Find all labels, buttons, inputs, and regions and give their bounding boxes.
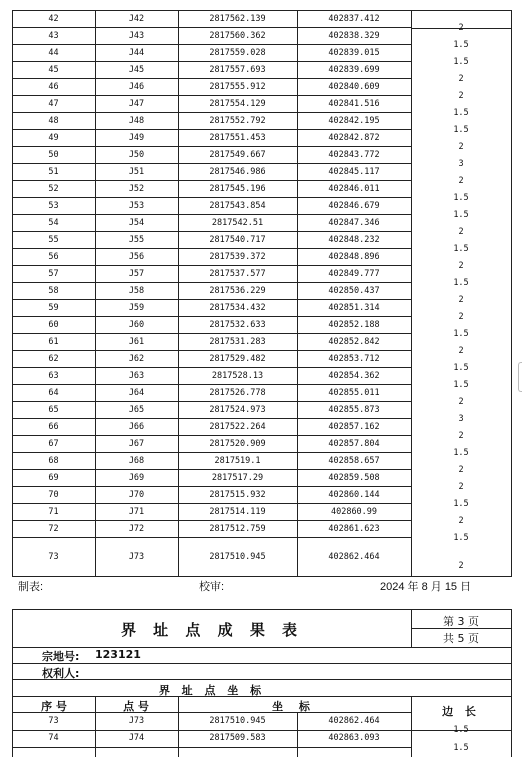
- edge-length: 2: [458, 23, 464, 33]
- row-seq: 44: [48, 48, 59, 58]
- row-point: J66: [128, 422, 145, 432]
- row-point: J45: [128, 65, 145, 75]
- row-point: J60: [128, 320, 145, 330]
- column-seq-header: 序 号: [41, 700, 67, 713]
- grid-line: [12, 333, 411, 334]
- edge-length: 1.5: [453, 40, 469, 50]
- row-seq: 71: [48, 507, 59, 517]
- grid-line: [12, 180, 411, 181]
- row-x: 2817542.51: [211, 218, 264, 228]
- row-seq: 47: [48, 99, 59, 109]
- row-y: 402860.144: [328, 490, 380, 500]
- grid-line: [12, 282, 411, 283]
- row-x: 2817528.13: [211, 371, 264, 381]
- row-point: J70: [128, 490, 145, 500]
- grid-line: [12, 316, 411, 317]
- row-point: J53: [128, 201, 145, 211]
- grid-line: [12, 747, 411, 748]
- row-y: 402846.011: [328, 184, 380, 194]
- row-y: 402849.777: [328, 269, 380, 279]
- row-seq: 43: [48, 31, 59, 41]
- row-x: 2817522.264: [209, 422, 266, 432]
- row-point: J73: [128, 552, 145, 562]
- page-number: 第 3 页: [443, 615, 479, 628]
- grid-line: [12, 647, 512, 648]
- edge-length: 1.5: [453, 448, 469, 458]
- row-x: 2817554.129: [209, 99, 266, 109]
- row-seq: 54: [48, 218, 59, 228]
- row-point: J63: [128, 371, 145, 381]
- grid-line: [12, 78, 411, 79]
- row-x: 2817536.229: [209, 286, 266, 296]
- parcel-number: 123121: [95, 648, 141, 661]
- row-x: 2817552.792: [209, 116, 266, 126]
- row-seq: 73: [48, 552, 59, 562]
- row-x: 2817514.119: [209, 507, 266, 517]
- edge-length: 1.5: [453, 193, 469, 203]
- grid-line: [12, 418, 411, 419]
- grid-line: [12, 663, 512, 664]
- scroll-handle[interactable]: [518, 362, 522, 392]
- row-y: 402857.804: [328, 439, 380, 449]
- row-seq: 63: [48, 371, 59, 381]
- grid-line: [12, 61, 411, 62]
- row-y: 402854.362: [328, 371, 380, 381]
- row-seq: 46: [48, 82, 59, 92]
- grid-line: [12, 576, 512, 577]
- page-total: 共 5 页: [443, 632, 479, 645]
- grid-line: [12, 27, 411, 28]
- row-seq: 56: [48, 252, 59, 262]
- row-y: 402862.464: [328, 716, 380, 726]
- edge-length: 2: [458, 91, 464, 101]
- row-point: J42: [128, 14, 145, 24]
- row-y: 402846.679: [328, 201, 380, 211]
- grid-line: [12, 214, 411, 215]
- row-y: 402843.772: [328, 150, 380, 160]
- row-y: 402842.195: [328, 116, 380, 126]
- edge-length: 3: [458, 159, 464, 169]
- row-x: 2817546.986: [209, 167, 266, 177]
- parcel-label: 宗地号:: [42, 650, 80, 663]
- edge-length: 1.5: [453, 380, 469, 390]
- report-date: 2024 年 8 月 15 日: [380, 581, 472, 593]
- row-point: J73: [128, 716, 145, 726]
- grid-line: [12, 10, 512, 11]
- row-x: 2817509.583: [209, 733, 266, 743]
- checker-label: 校审:: [199, 581, 225, 593]
- row-point: J55: [128, 235, 145, 245]
- edge-length: 2: [458, 312, 464, 322]
- row-x: 2817543.854: [209, 201, 266, 211]
- edge-length: 2: [458, 176, 464, 186]
- row-x: 2817529.482: [209, 354, 266, 364]
- grid-line: [12, 231, 411, 232]
- grid-line: [12, 503, 411, 504]
- row-point: J62: [128, 354, 145, 364]
- row-y: 402862.464: [328, 552, 380, 562]
- grid-line: [12, 350, 411, 351]
- row-y: 402852.842: [328, 337, 380, 347]
- row-point: J67: [128, 439, 145, 449]
- edge-length: 2: [458, 346, 464, 356]
- row-point: J51: [128, 167, 145, 177]
- row-x: 2817524.973: [209, 405, 266, 415]
- grid-line: [511, 609, 512, 757]
- grid-line: [12, 95, 411, 96]
- row-y: 402848.232: [328, 235, 380, 245]
- row-seq: 52: [48, 184, 59, 194]
- row-point: J43: [128, 31, 145, 41]
- grid-line: [12, 452, 411, 453]
- row-seq: 65: [48, 405, 59, 415]
- edge-length: 1.5: [453, 329, 469, 339]
- row-x: 2817531.283: [209, 337, 266, 347]
- edge-length: 1.5: [453, 363, 469, 373]
- owner-label: 权利人:: [42, 667, 80, 680]
- edge-length: 1.5: [453, 499, 469, 509]
- row-y: 402861.623: [328, 524, 380, 534]
- row-x: 2817539.372: [209, 252, 266, 262]
- row-seq: 73: [48, 716, 59, 726]
- edge-length: 1.5: [453, 743, 469, 753]
- page-title: 界 址 点 成 果 表: [120, 621, 304, 639]
- row-y: 402842.872: [328, 133, 380, 143]
- row-y: 402858.657: [328, 456, 380, 466]
- column-coordinate-header: 坐 标: [272, 700, 316, 713]
- row-point: J74: [128, 733, 145, 743]
- row-x: 2817520.909: [209, 439, 266, 449]
- row-x: 2817562.139: [209, 14, 266, 24]
- grid-line: [12, 486, 411, 487]
- grid-line: [12, 520, 411, 521]
- edge-length: 2: [458, 397, 464, 407]
- row-seq: 50: [48, 150, 59, 160]
- row-y: 402852.188: [328, 320, 380, 330]
- row-y: 402857.162: [328, 422, 380, 432]
- edge-length: 1.5: [453, 244, 469, 254]
- row-point: J44: [128, 48, 145, 58]
- row-point: J54: [128, 218, 145, 228]
- edge-length: 1.5: [453, 533, 469, 543]
- row-x: 2817540.717: [209, 235, 266, 245]
- grid-line: [511, 10, 512, 576]
- grid-line: [12, 537, 411, 538]
- row-x: 2817560.362: [209, 31, 266, 41]
- grid-line: [12, 609, 512, 610]
- edge-length: 2: [458, 482, 464, 492]
- coordinate-header: 界 址 点 坐 标: [158, 684, 266, 697]
- edge-length: 1.5: [453, 108, 469, 118]
- row-point: J59: [128, 303, 145, 313]
- row-point: J48: [128, 116, 145, 126]
- row-y: 402848.896: [328, 252, 380, 262]
- column-point-header: 点 号: [123, 700, 149, 713]
- edge-length: 1.5: [453, 210, 469, 220]
- row-x: 2817510.945: [209, 552, 266, 562]
- row-y: 402840.609: [328, 82, 380, 92]
- row-seq: 57: [48, 269, 59, 279]
- row-x: 2817510.945: [209, 716, 266, 726]
- edge-length: 2: [458, 465, 464, 475]
- row-point: J69: [128, 473, 145, 483]
- row-x: 2817557.693: [209, 65, 266, 75]
- row-x: 2817517.29: [211, 473, 264, 483]
- edge-length: 2: [458, 142, 464, 152]
- grid-line: [12, 265, 411, 266]
- row-seq: 62: [48, 354, 59, 364]
- row-y: 402850.437: [328, 286, 380, 296]
- row-seq: 69: [48, 473, 59, 483]
- row-seq: 67: [48, 439, 59, 449]
- grid-line: [12, 129, 411, 130]
- row-y: 402839.699: [328, 65, 380, 75]
- row-seq: 53: [48, 201, 59, 211]
- row-seq: 60: [48, 320, 59, 330]
- row-point: J72: [128, 524, 145, 534]
- edge-length: 1.5: [453, 278, 469, 288]
- grid-line: [12, 163, 411, 164]
- row-x: 2817512.759: [209, 524, 266, 534]
- row-seq: 72: [48, 524, 59, 534]
- row-y: 402838.329: [328, 31, 380, 41]
- edge-length: 1.5: [453, 57, 469, 67]
- row-seq: 48: [48, 116, 59, 126]
- row-point: J68: [128, 456, 145, 466]
- edge-length: 2: [458, 74, 464, 84]
- grid-line: [12, 197, 411, 198]
- row-x: 2817515.932: [209, 490, 266, 500]
- edge-length: 2: [458, 227, 464, 237]
- row-x: 2817545.196: [209, 184, 266, 194]
- row-y: 402839.015: [328, 48, 380, 58]
- row-x: 2817534.432: [209, 303, 266, 313]
- edge-length: 2: [458, 431, 464, 441]
- row-point: J57: [128, 269, 145, 279]
- row-y: 402863.093: [328, 733, 380, 743]
- row-point: J64: [128, 388, 145, 398]
- edge-length: 2: [458, 295, 464, 305]
- grid-line: [12, 367, 411, 368]
- row-y: 402859.508: [328, 473, 380, 483]
- row-y: 402847.346: [328, 218, 380, 228]
- edge-length: 2: [458, 561, 464, 571]
- row-y: 402860.99: [330, 507, 378, 517]
- edge-length: 1.5: [453, 725, 469, 735]
- grid-line: [12, 679, 512, 680]
- edge-length: 3: [458, 414, 464, 424]
- edge-length: 2: [458, 516, 464, 526]
- row-x: 2817555.912: [209, 82, 266, 92]
- row-seq: 70: [48, 490, 59, 500]
- row-y: 402855.011: [328, 388, 380, 398]
- row-seq: 64: [48, 388, 59, 398]
- row-seq: 42: [48, 14, 59, 24]
- row-point: J46: [128, 82, 145, 92]
- edge-length: 2: [458, 261, 464, 271]
- grid-line: [12, 384, 411, 385]
- row-seq: 58: [48, 286, 59, 296]
- row-x: 2817559.028: [209, 48, 266, 58]
- row-x: 2817537.577: [209, 269, 266, 279]
- row-x: 2817551.453: [209, 133, 266, 143]
- row-y: 402841.516: [328, 99, 380, 109]
- grid-line: [12, 469, 411, 470]
- grid-line: [12, 248, 411, 249]
- row-x: 2817532.633: [209, 320, 266, 330]
- row-seq: 45: [48, 65, 59, 75]
- row-y: 402845.117: [328, 167, 380, 177]
- maker-label: 制表:: [18, 581, 44, 593]
- edge-length: 1.5: [453, 125, 469, 135]
- row-point: J56: [128, 252, 145, 262]
- row-y: 402837.412: [328, 14, 380, 24]
- row-x: 2817549.667: [209, 150, 266, 160]
- grid-line: [12, 44, 411, 45]
- row-seq: 49: [48, 133, 59, 143]
- row-seq: 68: [48, 456, 59, 466]
- row-seq: 61: [48, 337, 59, 347]
- row-x: 2817526.778: [209, 388, 266, 398]
- row-seq: 59: [48, 303, 59, 313]
- grid-line: [12, 401, 411, 402]
- grid-line: [12, 112, 411, 113]
- grid-line: [12, 146, 411, 147]
- row-point: J61: [128, 337, 145, 347]
- row-point: J65: [128, 405, 145, 415]
- row-point: J58: [128, 286, 145, 296]
- grid-line: [12, 299, 411, 300]
- row-y: 402853.712: [328, 354, 380, 364]
- row-seq: 74: [48, 733, 59, 743]
- grid-line: [12, 435, 411, 436]
- row-y: 402855.873: [328, 405, 380, 415]
- row-seq: 51: [48, 167, 59, 177]
- row-seq: 66: [48, 422, 59, 432]
- row-seq: 55: [48, 235, 59, 245]
- row-point: J47: [128, 99, 145, 109]
- row-point: J52: [128, 184, 145, 194]
- row-point: J71: [128, 507, 145, 517]
- row-point: J49: [128, 133, 145, 143]
- row-point: J50: [128, 150, 145, 160]
- column-edge-header: 边 长: [442, 705, 480, 718]
- row-x: 2817519.1: [214, 456, 261, 466]
- row-y: 402851.314: [328, 303, 380, 313]
